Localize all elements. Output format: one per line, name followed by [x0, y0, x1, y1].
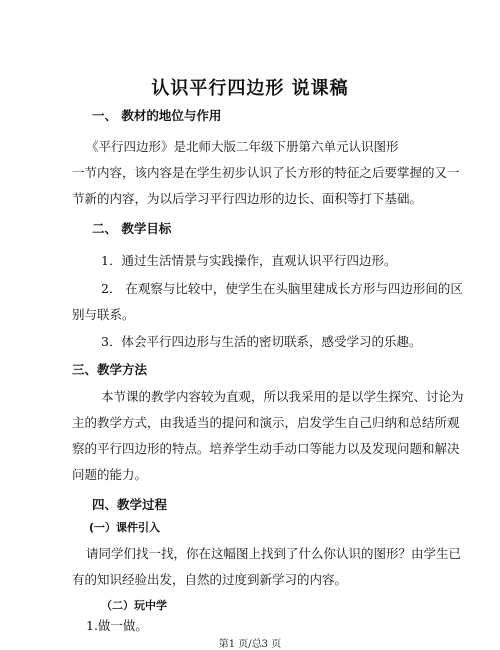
section-heading-4: 四、教学过程: [92, 497, 168, 512]
page-footer: 第1 页/总3 页: [218, 639, 282, 650]
section-heading-1: 一、 教材的地位与作用: [92, 108, 222, 123]
goal-item-3: 3．体会平行四边形与生活的密切联系，感受学习的乐趣。: [101, 334, 422, 349]
subheading-1: (一）课件引入: [89, 521, 161, 534]
paragraph-line: 一节内容，该内容是在学生初步认识了长方形的特征之后要掌握的又一: [72, 165, 460, 180]
section-heading-3: 三、教学方法: [72, 362, 148, 377]
paragraph-line: 请同学们找一找，你在这幅图上找到了什么你认识的图形？由学生已: [86, 546, 462, 561]
paragraph-line: 主的教学方式，由我适当的提问和演示，启发学生自己归纳和总结所观: [72, 415, 460, 430]
paragraph-line: 本节课的教学内容较为直观，所以我采用的是以学生探究、讨论为: [101, 389, 464, 404]
section-heading-2: 二、 教学目标: [92, 221, 172, 236]
document-title: 认识平行四边形 说课稿: [151, 78, 349, 99]
paragraph-line: 问题的能力。: [72, 467, 148, 482]
paragraph-line: 察的平行四边形的特点。培养学生动手动口等能力以及发现问题和解决: [72, 441, 460, 456]
goal-item-2-line: 别与联系。: [72, 307, 135, 322]
paragraph-line: 《平行四边形》是北师大版二年级下册第六单元认识图形: [86, 139, 399, 154]
list-item: 1.做一做。: [86, 618, 148, 633]
subheading-2: （二）玩中学: [101, 599, 167, 612]
paragraph-line: 有的知识经验出发，自然的过度到新学习的内容。: [72, 572, 348, 587]
goal-item-1: 1．通过生活情景与实践操作，直观认识平行四边形。: [101, 253, 397, 268]
paragraph-line: 节新的内容，为以后学习平行四边形的边长、面积等打下基础。: [72, 191, 423, 206]
goal-item-2-line: 2． 在观察与比较中，使学生在头脑里建成长方形与四边形间的区: [101, 281, 463, 296]
